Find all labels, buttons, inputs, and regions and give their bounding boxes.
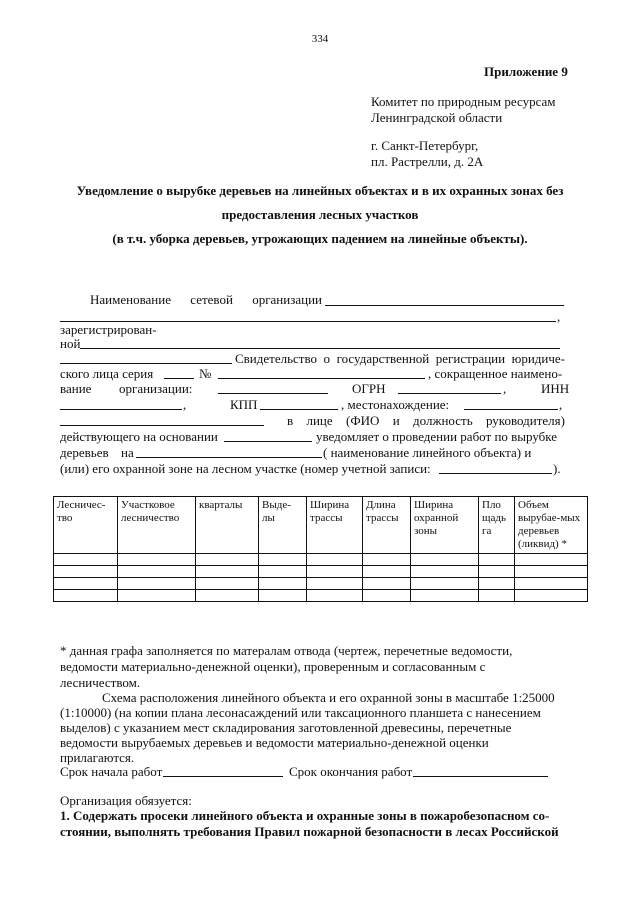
short-name-blank[interactable] — [218, 393, 328, 394]
table-cell[interactable] — [479, 554, 515, 566]
org-name-blank[interactable] — [325, 305, 564, 306]
form-text: ной — [60, 336, 81, 351]
title-line: предоставления лесных участков — [221, 207, 419, 222]
start-date-blank[interactable] — [163, 776, 283, 777]
basis-blank[interactable] — [224, 441, 312, 442]
form-text: организации — [252, 292, 322, 307]
table-cell[interactable] — [196, 578, 259, 590]
form-text: на — [121, 445, 134, 460]
table-header-cell: Объем вырубае-мых деревьев (ликвид) * — [515, 497, 588, 554]
table-cell[interactable] — [307, 566, 363, 578]
appendix-label: Приложение 9 — [484, 64, 568, 79]
table-cell[interactable] — [196, 590, 259, 602]
table-cell[interactable] — [259, 566, 307, 578]
linear-object-blank[interactable] — [136, 457, 322, 458]
form-text: , сокращенное наимено- — [428, 366, 563, 381]
addressee-line: пл. Растрелли, д. 2А — [371, 154, 484, 169]
footnote-line: * данная графа заполняется по матералам отвода (чертеж, перечетные ведомости, — [60, 643, 513, 658]
form-text: , местонахождение: — [341, 397, 450, 412]
form-text: вание — [60, 381, 92, 396]
form-text: уведомляет о проведении работ по вырубке — [316, 429, 558, 444]
table-cell[interactable] — [118, 578, 196, 590]
table-cell[interactable] — [307, 590, 363, 602]
table-cell[interactable] — [307, 578, 363, 590]
table-header-cell: Выде-лы — [259, 497, 307, 554]
start-date-label: Срок начала работ — [60, 764, 163, 779]
table-cell[interactable] — [259, 590, 307, 602]
end-date-label: Срок окончания работ — [289, 764, 413, 779]
addressee-line: Ленинградской области — [371, 110, 503, 125]
form-text: ). — [553, 461, 561, 476]
table-cell[interactable] — [363, 554, 411, 566]
table-cell[interactable] — [411, 578, 479, 590]
paragraph-line: выделов) с указанием мест складирования заготовленной древесины, перечетные — [60, 720, 512, 735]
logging-table — [53, 496, 588, 602]
form-text: руководителя) — [485, 413, 565, 428]
form-text: , — [557, 309, 561, 324]
table-cell[interactable] — [363, 578, 411, 590]
form-text: Свидетельство о государственной регистрации юридиче- — [235, 351, 565, 366]
table-row — [54, 578, 588, 590]
footnote-line: ведомости материально-денежной оценки), проверенным и согласованным с — [60, 659, 486, 674]
table-cell[interactable] — [54, 590, 118, 602]
table-cell[interactable] — [515, 554, 588, 566]
table-cell[interactable] — [411, 566, 479, 578]
form-line-person — [287, 413, 565, 429]
table-cell[interactable] — [196, 554, 259, 566]
number-blank[interactable] — [218, 378, 425, 379]
certificate-blank[interactable] — [60, 363, 232, 364]
table-cell[interactable] — [259, 578, 307, 590]
table-cell[interactable] — [118, 590, 196, 602]
form-text: организации: — [119, 381, 193, 396]
obligations-intro: Организация обязуется: — [60, 793, 192, 808]
form-text: (или) его охранной зоне на лесном участке (номер учетной записи: — [60, 461, 431, 476]
form-text: лице — [306, 413, 333, 428]
series-blank[interactable] — [164, 378, 194, 379]
form-text: должность — [413, 413, 473, 428]
table-cell[interactable] — [118, 554, 196, 566]
table-row — [54, 590, 588, 602]
form-line-org-name — [90, 292, 322, 308]
form-text: деревьев — [60, 445, 109, 460]
table-cell[interactable] — [307, 554, 363, 566]
title-line: Уведомление о вырубке деревьев на линейных объектах и в их охранных зонах без — [76, 183, 564, 198]
table-cell[interactable] — [515, 578, 588, 590]
table-cell[interactable] — [363, 590, 411, 602]
form-text: (ФИО — [346, 413, 380, 428]
paragraph-line: (1:10000) (на копии плана лесонасаждений или таксационного планшета с нанесением — [60, 705, 541, 720]
table-cell[interactable] — [363, 566, 411, 578]
table-header-cell: Участковое лесничество — [118, 497, 196, 554]
table-cell[interactable] — [54, 554, 118, 566]
form-text: № — [199, 366, 212, 381]
form-text: зарегистрирован- — [60, 322, 157, 337]
table-header-cell: кварталы — [196, 497, 259, 554]
footnote-line: лесничеством. — [60, 675, 141, 690]
form-text: , — [503, 381, 507, 396]
table-cell[interactable] — [411, 554, 479, 566]
table-header-cell: Лесничес-тво — [54, 497, 118, 554]
page-number: 334 — [311, 33, 329, 45]
end-date-blank[interactable] — [413, 776, 548, 777]
registered-blank[interactable] — [80, 348, 560, 349]
form-text: , — [183, 397, 187, 412]
table-header-cell: Пло щадь га — [479, 497, 515, 554]
table-cell[interactable] — [118, 566, 196, 578]
ogrn-blank[interactable] — [398, 393, 501, 394]
paragraph-line: прилагаются. — [60, 750, 135, 765]
form-text: ИНН — [541, 381, 570, 396]
form-text: Наименование — [90, 292, 171, 307]
inn-blank[interactable] — [60, 409, 182, 410]
table-cell[interactable] — [259, 554, 307, 566]
form-text: ского лица серия — [60, 366, 154, 381]
obligation-line: 1. Содержать просеки линейного объекта и охранные зоны в пожаробезопасном со- — [60, 808, 550, 823]
table-header-cell: Длина трассы — [363, 497, 411, 554]
table-header-cell: Ширина трассы — [307, 497, 363, 554]
table-header-cell: Ширина охранной зоны — [411, 497, 479, 554]
table-cell[interactable] — [411, 590, 479, 602]
table-cell[interactable] — [479, 590, 515, 602]
record-number-blank[interactable] — [439, 473, 552, 474]
form-text: в — [287, 413, 294, 428]
form-text: , — [559, 397, 563, 412]
table-cell[interactable] — [196, 566, 259, 578]
table-row — [54, 566, 588, 578]
obligation-line: стоянии, выполнять требования Правил пожарной безопасности в лесах Российской — [60, 824, 559, 839]
form-text: и — [392, 413, 400, 428]
table-cell[interactable] — [479, 578, 515, 590]
table-cell[interactable] — [54, 578, 118, 590]
addressee-line: Комитет по природным ресурсам — [371, 94, 556, 109]
table-cell[interactable] — [479, 566, 515, 578]
form-text: ОГРН — [352, 381, 386, 396]
paragraph-line: Схема расположения линейного объекта и его охранной зоны в масштабе 1:25000 — [102, 690, 555, 705]
title-line: (в т.ч. уборка деревьев, угрожающих падением на линейные объекты). — [112, 231, 528, 246]
table-header-row — [54, 497, 588, 554]
location-blank[interactable] — [464, 409, 558, 410]
form-text: ( наименование линейного объекта) и — [323, 445, 532, 460]
location-blank-2[interactable] — [60, 425, 264, 426]
kpp-blank[interactable] — [260, 409, 338, 410]
table-cell[interactable] — [515, 566, 588, 578]
paragraph-line: ведомости вырубаемых деревьев и ведомости материально-денежной оценки — [60, 735, 489, 750]
form-text: действующего на основании — [60, 429, 218, 444]
table-cell[interactable] — [54, 566, 118, 578]
form-text: КПП — [230, 397, 258, 412]
table-cell[interactable] — [515, 590, 588, 602]
addressee-line: г. Санкт-Петербург, — [371, 138, 479, 153]
form-text: сетевой — [190, 292, 233, 307]
table-row — [54, 554, 588, 566]
